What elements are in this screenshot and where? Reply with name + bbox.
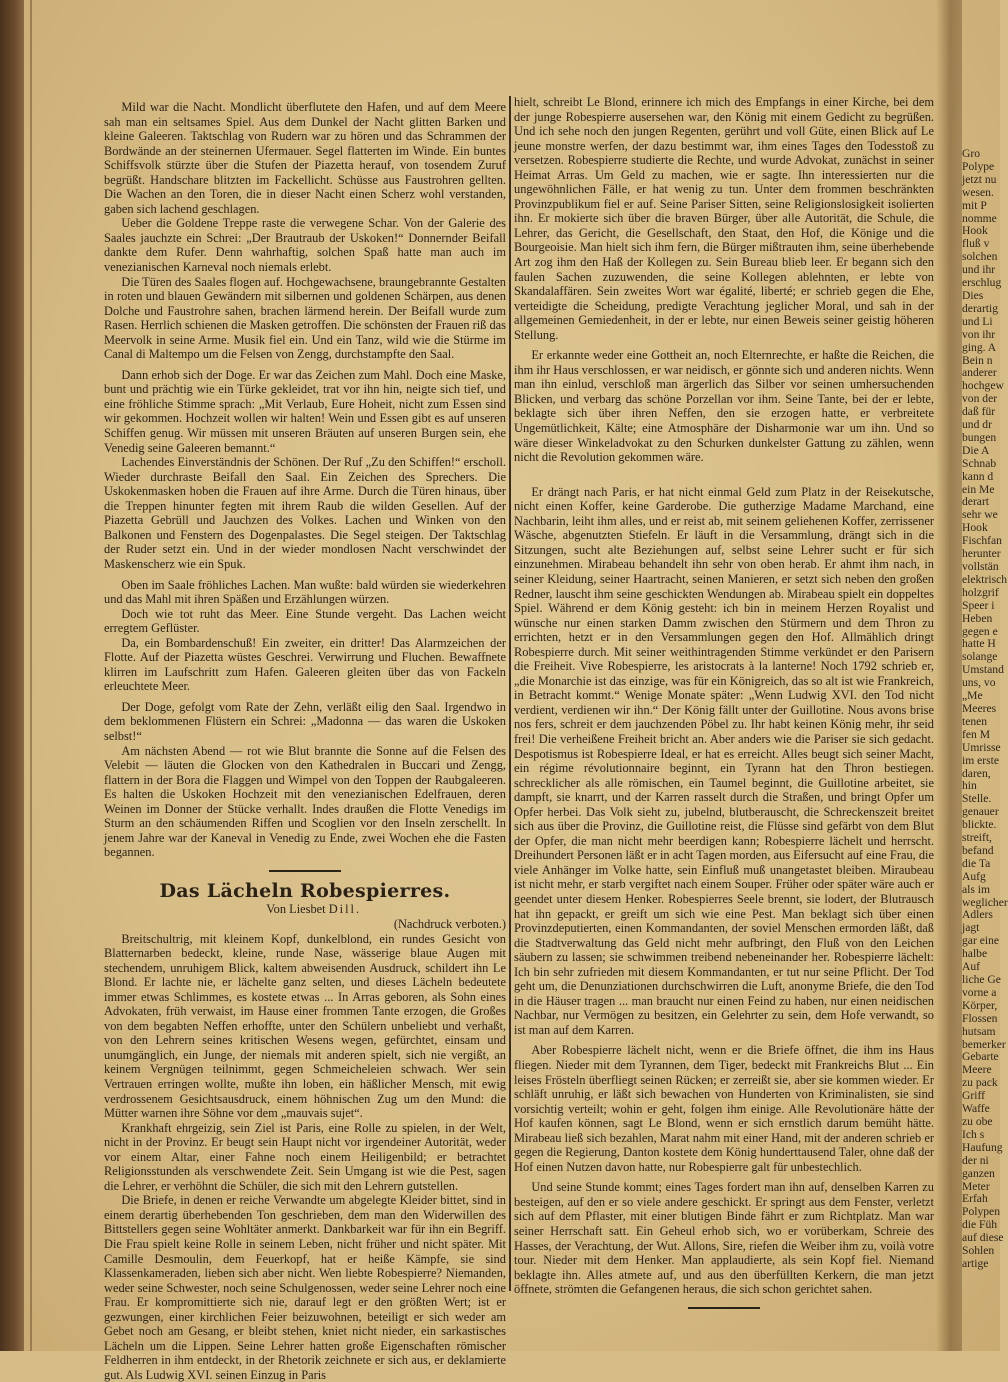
fragment-line: jagt [962,921,980,935]
fragment-line: Meter [962,1179,990,1193]
fragment-line: bungen [962,430,997,444]
fragment-line: streift, [962,831,992,845]
paragraph: Mild war die Nacht. Mondlicht überflutete den Hafen, und auf dem Meere sah man ein seltsames Spiel. Aus dem Dunkel der Nacht glitten Barken und kleine Galeeren. Taktschlag von Rudern war zu hören und das Schrammen der Bordwände an der steinernen Ufermauer. Segel flatterten im Winde. Ein buntes Schiffsvolk stürzte über die Stufen der Piazetta herauf, von tosendem Zuruf begrüßt. Handschare blitzten im Fackellicht. Schüsse aus Faustrohren gellten. Die Wachen an den Toren, die in dieser Nacht einen Scherz wohl verstanden, gaben sich lachend geschlagen. [104,100,506,216]
fragment-line: „Me [962,689,983,703]
fragment-line: hin [962,779,977,793]
article-end-separator [688,1307,760,1309]
paragraph: Der Doge, gefolgt vom Rate der Zehn, verläßt eilig den Saal. Irgendwo in dem beklommenen Flüstern ein Schrei: „Madonna — das waren die Uskoken selbst!“ [104,699,506,743]
fragment-line: hutsam [962,1024,996,1038]
section-separator [269,870,341,872]
paragraph: Die Türen des Saales flogen auf. Hochgewachsene, braungebrannte Gestalten in roten und blauen Gewändern mit silbernen und goldenen Schärpen, aus denen Dolche und Faustrohre sahen, brachen lärmend herein. Der Beifall wurde zum Rasen. Herrlich schienen die Masken getroffen. Die schönsten der Frauen riß das Meervolk in seine Arme. Musik fiel ein. Und ein Tanz, wild wie die Stürme im Canal di Maltempo um die Felsen von Zengg, durchstampfte den Saal. [104,274,506,362]
fragment-line: Aufg [962,869,986,883]
fragment-line: von der [962,392,998,406]
fragment-line: Flossen [962,1011,998,1025]
fragment-line: uns, vo [962,676,996,690]
fragment-line: ein Me [962,482,995,496]
fragment-line: Umrisse [962,740,1001,754]
column-divider [509,96,511,1291]
fragment-line: Waffe [962,1102,990,1116]
fragment-line: anderer [962,366,997,380]
fragment-line: Heben [962,611,993,625]
fragment-line: Bein n [962,353,993,367]
fragment-line: elektrisch [962,572,1008,586]
fragment-line: gar eine [962,934,1000,948]
fragment-line: mit P [962,198,987,212]
fragment-line: Ich s [962,1127,985,1141]
fragment-line: derartig [962,301,999,315]
paragraph: Ueber die Goldene Treppe raste die verwegene Schar. Von der Galerie des Saales jauchzte ein Schrei: „Der Brautraub der Uskoken!“ Donnernder Beifall dankte dem Rufer. Denn wahrhaftig, solchen Spaß hatte man auch im venezianischen Karneval noch niemals erlebt. [104,216,506,275]
fragment-line: vollstän [962,560,999,573]
page-gutter [936,0,962,1351]
article-byline [104,902,506,917]
paragraph: Lachendes Einverständnis der Schönen. Der Ruf „Zu den Schiffen!“ erscholl. Wieder durchraste Beifall den Saal. Ein Zeichen des Sprechers. Die Uskokenmasken hoben die Frauen auf ihre Arme. Durch die Türen hinaus, über die Treppen hinunter fegten mit ihrem Raub die wilden Gesellen. Auf der Piazetta Gebrüll und Jauchzen des Volkes. Lachen und Winken von den Balkonen und Fenstern des Dogenpalastes. Die Segel steigen. Der Taktschlag der Ruder setzt ein. Und in der wieder mondlosen Nacht verschwindet der Maskenscherz wie ein Spuk. [104,455,506,571]
fragment-line: als im [962,882,991,896]
fragment-line: und ihr [962,263,996,277]
fragment-line: weglicher [962,895,1008,909]
fragment-line: Hook [962,224,988,238]
fragment-line: solchen [962,250,998,264]
reprint-notice: (Nachdruck verboten.) [393,916,506,931]
fragment-line: Schnab [962,456,997,470]
fragment-line: daren, [962,766,991,780]
fragment-line: Polypen [962,1205,1001,1219]
fragment-line: fluß v [962,237,990,251]
fragment-line: zu obe [962,1114,993,1128]
fragment-line: Die A [962,443,990,457]
paragraph: Da, ein Bombardenschuß! Ein zweiter, ein dritter! Das Alarmzeichen der Flotte. Auf der Piazetta wüstes Geschrei. Verwirrung und Fluchen. Bewaffnete klirren im Laufschritt zum Hafen. Galeeren gleiten über das von Fackeln erleuchtete Meer. [104,635,506,694]
fragment-line: Griff [962,1089,985,1103]
fragment-line: solange [962,650,998,664]
binding-edge [30,0,32,1351]
paragraph: Breitschultrig, mit kleinem Kopf, dunkelblond, ein rundes Gesicht von Blatternarben bedeckt, kleine, runde Nase, wässerige blaue Augen mit stechendem, unruhigem Blick, kaltem abweisenden Ausdruck, schildert ihn Le Blond. Er lachte nie, er lächelte ganz selten, und dieses Lächeln bedeutete immer etwas Schlimmes, es kostete etwas ... In Arras geboren, als Sohn eines Advokaten, früh verwaist, im Hause einer frommen Tante erzogen, die Großes von dem begabten Neffen erhoffte, unter den Schülern unbeliebt und verhaßt, von den Lehrern seines kritischen Wesens wegen, gefürchtet, einsam und unumgänglich, ein Junge, der niemals mit anderen spielt, sich nie vergißt, an keinem Vergnügen teilnimmt, gegen Schmeicheleien schwach. Wer sein Vertrauen erringen wollte, mußte ihn loben, ein häßlicher Mensch, mit ewig verdrossenem Gesichtsausdruck, einem höhnischen Zug um den Mund: die Mütter warnen ihre Söhne vor dem „mauvais sujet“. [104,931,506,1121]
paragraph: Er erkannte weder eine Gottheit an, noch Elternrechte, er haßte die Reichen, die ihm ihr Haus verschlossen, er war neidisch, er gönnte sich und anderen nichts. Wenn man ihn einlud, verschloß man ärgerlich das Silber vor seinen umhersuchenden Blicken, und verbarg das schöne Porzellan vor ihm. Seine Tante, bei der er lebte, beklagte sich über ihren Neffen, den sie erzogen hatte, er verbreitete Ungemütlichkeit, Kälte; eine Atmosphäre der Disharmonie war um ihn. Und so wäre dieser Winkeladvokat zu den Schurken dunkelster Gattung zu zählen, wenn nicht die Revolution gekommen wäre. [514,348,934,465]
fragment-line: holzgrif [962,585,999,599]
fragment-line: vorne a [962,985,997,999]
fragment-line: blickte. [962,818,997,832]
fragment-line: Haufung [962,1140,1003,1154]
fragment-line: halbe [962,947,988,961]
fragment-line: bemerker [962,1037,1006,1051]
fragment-line: ganzen [962,1166,995,1180]
paragraph: Aber Robespierre lächelt nicht, wenn er die Briefe öffnet, die ihm ins Haus fliegen. Nieder mit dem Tyrannen, dem Tiger, bedeckt mit Frankreichs Blut ... Ein leises Frösteln überfliegt seinen Rücken; er zerreißt sie, aber sie kommen wieder. Er schläft unruhig, er läßt sich bewachen von Hunderten von Kriminalisten, sie sind vorsichtig verteilt; wohin er geht, folgen ihm einige. Alle Revolutionäre hätte der Hof kaufen können, sagt Le Blond, wenn er sich ernstlich darum bemüht hätte. Mirabeau ließ sich bezahlen, Marat nahm mit einer Hand, mit der anderen schrieb er gegen die Regierung, Danton kostete dem König hunderttausend Taler, ohne daß der Hof einen Nutzen davon hatte, nur Robespierre galt für unbestechlich. [514,1043,934,1174]
fragment-line: liche Ge [962,973,1001,986]
article-title: Das Lächeln Robespierres. [159,879,451,902]
fragment-line: der ni [962,1153,989,1167]
fragment-line: wesen. [962,185,994,199]
fragment-line: derart [962,495,990,509]
fragment-line: Stelle. [962,792,992,806]
fragment-line: Gro [962,147,981,160]
adjacent-page-fragment [962,147,1008,1271]
fragment-line: Hook [962,521,988,535]
fragment-line: Körper, [962,998,998,1012]
fragment-line: Meeres [962,701,997,715]
fragment-line: sehr we [962,508,998,522]
fragment-line: Meere [962,1063,992,1077]
paragraph: Er drängt nach Paris, er hat nicht einmal Geld zum Platz in der Reisekutsche, nicht einen Koffer, keine Garderobe. Die gutherzige Madame Marchand, eine Nachbarin, leiht ihm alles, und er reist ab, mit seinem geliehenen Koffer, zerrissener Wäsche, abgenutzten Stiefeln. Er läuft in die Versammlung, drängt sich in die Sitzungen, sucht alte Beziehungen auf, selbst seine Lehrer sucht er für sich einzunehmen. Mirabeau behandelt ihn sehr von oben herab. Er ahmt ihm nach, in seiner Kleidung, seiner Haartracht, seinen Manieren, er setzt sich neben den großen Redner, lauscht ihm seine geschickten Wendungen ab. Mirabeau spielt ein doppeltes Spiel. Während er dem König gesteht: ich bin in meinem Herzen Royalist und wünsche nur einen starken Damm zwischen den Stürmern und dem Thron zu errichten, hetzt er in den Versammlungen gegen den Hof. Allmählich dringt Robespierre durch. Mit seiner weithintragenden Stimme verkündet er den Parisern die Freiheit. Vive Robespierre, les aristocrats à la lanterne! Noch 1792 schrieb er, „die Monarchie ist das einzige, was für ein Königreich, das so alt ist wie Frankreich, in Betracht kommt.“ Wenige Monate später: „Wenn Ludwig XVI. den Tod nicht verdient, verdienen wir ihn.“ Der König fällt unter der Guillotine. Nous avons brise nos fers, schreit er dem jauchzenden Pöbel zu. Ihr habt keinen König mehr, ihr seid frei! Die verheißene Freiheit bricht an. Aber anders wie die Pariser sie sich gedacht. Despotismus ist Robespierre Ideal, er hat es erreicht. Alles beugt sich seiner Macht, ein régime révolutionnaire beginnt, ein Tyrann hat den Thron bestiegen. schrecklicher als alle römischen, ein Taumel beginnt, die Guillotine arbeitet, sie dampft, sie knarrt, und der Karren rasselt durch die Straßen, und bringt Opfer um Opfer herbei. Das Volk sieht zu, jubelnd, blutberauscht, die Schreckenszeit breitet sich aus über die Provinz, die Guillotine reist, die Flüsse sind gefärbt von dem Blut der Opfer, die man nicht mehr beerdigen kann; Robespierre lächelt und herrscht. Dreihundert Personen läßt er in acht Tagen morden, aus Eifersucht auf eine Frau, die viele Anhänger im Volke hatte, sein Einfluß muß unangetastet bleiben. Miraubeau ist nicht mehr, er starb vergiftet nach einem Souper. Früher oder später wäre auch er geendet unter diesem Henker. Robespierres Seele brennt, sie lodert, der Blutrausch hat ihn gepackt, er greift um sich wie eine Pest. Man beklagt sich über einen Provinzdeputierten, einen Kommandanten, der soviel Menschen ermorden läßt, daß die Stadtverwaltung das Geld nicht mehr aufbringt, den Fluß von den Leichen säubern zu lassen; sie schwimmen treibend nebeneinander her. Robespierre lächelt: Ich bin sehr zufrieden mit diesem Kommandanten, er tut nur seine Pflicht. Der Tod geht um, die Denunziationen durchschwirren die Luft, anonyme Briefe, die den Tod in die Häuser tragen ... man braucht nur einen Feind zu haben, nur einen neidischen Nachbar, nur Vermögen zu besitzen, ein Gelehrter zu sein, dem Hofe verwandt, so ist man auf dem Karren. [514,484,934,1037]
fragment-line: gegen e [962,624,998,638]
fragment-line: jetzt nu [962,172,997,186]
fragment-line: und Li [962,314,993,328]
paragraph: hielt, schreibt Le Blond, erinnere ich mich des Empfangs in einer Kirche, bei dem der junge Robespierre ausersehen war, den König mit einem Gedicht zu begrüßen. Und ich sehe noch den jungen Regenten, gerührt und voll Güte, einen Blick auf Le jeune monstre werfen, der dazu bestimmt war, ihm eines Tages den Todesstoß zu versetzen. Robespierre studierte die Rechte, und wurde Advokat, zunächst in seiner Heimat Arras. Um Geld zu machen, wie er sagte. Ihn interessierten nur die ungewöhnlichen Fälle, er hat wenig zu tun. Unter dem frommen beschränkten Provinzpublikum fiel er auf. Seine Pariser Sitten, seine Religionslosigkeit isolierten ihn. Er mokierte sich über die braven Bürger, über alle Autorität, die Schule, die Lehrer, das Gericht, die Gesellschaft, den Staat, den Hof, die Könige und die Bourgeoisie. Man hielt sich ihm fern, die Bürger mißtrauten ihm, seine überhebende Art zog ihm den Haß der Kollegen zu. Sein Bureau blieb leer. Er begann sich den faulen Sachen zuzuwenden, die seine Kollegen ablehnten, er lebte von Skandalaffären. Sein zweites Wort war égalité, liberté; er schrieb gegen die Ehe, verteidigte die Scheidung, predigte Verachtung jeglicher Moral, und sah in der allgemeinen Gemiedenheit, in der er lebte, nur einen Beweis seiner geistig höheren Stellung. [514,95,934,342]
fragment-line: im erste [962,753,1000,767]
fragment-line: Sohlen [962,1244,995,1258]
fragment-line: von ihr [962,327,996,341]
fragment-line: kann d [962,469,994,483]
fragment-line: genauer [962,805,999,819]
fragment-line: tenen [962,714,988,728]
fragment-line: fen M [962,727,991,741]
fragment-line: und dr [962,418,992,432]
paragraph: Am nächsten Abend — rot wie Blut brannte die Sonne auf die Felsen des Velebit — läuten die Glocken von den Kathedralen in Buccari und Zengg, flattern in der Bora die Flaggen und Wimpel von den Toppen der Raubgaleeren. Es halten die Uskoken Hochzeit mit den venezianischen Edelfrauen, deren Weinen im Donner der Stücke verhallt. Indes draußen die Flotte Venedigs im Sturm an den schäumenden Riffen und Scoglien vor den Inseln zerschellt. In jenem Jahre war der Kaneval in Venedig zu Ende, zwei Wochen ehe die Fasten begannen. [104,743,506,860]
fragment-line: die Füh [962,1218,998,1232]
fragment-line: auf diese [962,1231,1004,1245]
author-name: Dill. [328,902,362,917]
right-column [514,95,934,1321]
fragment-line: hatte H [962,637,996,651]
fragment-line: Gebarte [962,1050,999,1064]
fragment-line: Speer i [962,598,995,612]
left-column [104,100,506,1382]
paragraph: Doch wie tot ruht das Meer. Eine Stunde vergeht. Das Lachen weicht erregtem Geflüster. [104,606,506,636]
fragment-line: die Ta [962,856,991,870]
fragment-line: Erfah [962,1192,988,1206]
paragraph: Krankhaft ehrgeizig, sein Ziel ist Paris, eine Rolle zu spielen, in der Welt, nicht in der Provinz. Er beugt sein Haupt nicht vor irgendeiner Autorität, weder vor einem Altar, einer Fahne noch einem Heiligenbild; er betrachtet Religionsstunden als verschwendete Zeit. Sein Umgang ist wie die Pest, sagen die Lehrer, er verhöhnt die Schüler, die sich mit den Lehrern gutstellen. [104,1120,506,1193]
fragment-line: artige [962,1256,989,1270]
fragment-line: zu pack [962,1076,998,1090]
paragraph: Die Briefe, in denen er reiche Verwandte um abgelegte Kleider bittet, sind in einem derartig überhebenden Ton geschrieben, dem man den Widerwillen des Bittstellers gegen seine Wohltäter anmerkt. Dankbarkeit war für ihn ein Begriff. Die Frau spielt keine Rolle in seinem Leben, nicht früher und nicht später. Mit Camille Desmoulin, dem Feuerkopf, hat er heiße Kämpfe, sie sind Klassenkameraden, lieben sich aber nicht. Wen liebte Robespierre? Niemanden, weder seine Schwester, noch seine Schulgenossen, weder seine Lehrer noch eine Frau. Er kompromittierte sich nie, darauf legt er den größten Wert; ist er gezwungen, einer kirchlichen Feier beizuwohnen, beteiligt er sich weder am Gebet noch am Gesang, er bleibt stehen, kniet nicht nieder, ein sarkastisches Lächeln um die Lippen. Seine Lehrer hatten große Eigenschaften römischer Feldherren in ihm entdeckt, in der Rhetorik zeichnete er sich aus, er deklamierte gut. Als Ludwig XVI. seinen Einzug in Paris [104,1193,506,1382]
fragment-line: herunter [962,547,1001,561]
fragment-line: Fischfan [962,534,1002,548]
fragment-line: Polype [962,159,995,173]
fragment-line: Umstand [962,663,1004,677]
fragment-line: befand [962,843,994,857]
fragment-line: Dies [962,288,984,302]
byline-prefix: Von Liesbet [266,902,326,917]
fragment-line: erschlug [962,276,1002,290]
fragment-line: nomme [962,211,997,225]
book-binding [0,0,24,1351]
fragment-line: Adlers [962,908,993,922]
fragment-line: hochgew [962,379,1004,393]
fragment-line: Auf [962,960,981,974]
paragraph: Und seine Stunde kommt; eines Tages fordert man ihn auf, denselben Karren zu besteigen, auf den er so viele andere geschickt. Er springt aus dem Fenster, verletzt sich auf dem Pflaster, mit einer blutigen Binde fährt er zum Richtplatz. Man war seiner Herrschaft satt. Ein Geheul erhob sich, wo er vorüberkam, Schreie des Hasses, der Verachtung, der Wut. Allons, Sire, riefen die Weiber ihm zu, voilà votre tour. Nieder mit dem Henker. Man applaudierte, als sein Kopf fiel. Niemand beklagte ihn. Alles atmete auf, und aus den überfüllten Kerkern, die man jetzt öffnete, strömten die Gefangenen heraus, die sich schon gerichtet sahen. [514,1180,934,1297]
paragraph: Dann erhob sich der Doge. Er war das Zeichen zum Mahl. Doch eine Maske, bunt und prächtig wie ein Türke gekleidet, trat vor ihn hin, neigte sich tief, und eine fröhliche Stimme sprach: „Mit Verlaub, Eure Hoheit, nicht zum Essen sind wir gekommen. Hochzeit wollen wir halten! Wein und Essen gibt es auf unseren Schiffen genug. Wir müssen mit unseren Bräuten auf unseren Burgen sein, ehe Venedig seine Galeeren bemannt.“ [104,367,506,455]
story-ending [104,100,506,860]
fragment-line: daß für [962,405,996,419]
fragment-line: ging. A [962,340,997,354]
paragraph: Oben im Saale fröhliches Lachen. Man wußte: bald würden sie wiederkehren und das Mahl mit ihren Späßen und Erzählungen würzen. [104,577,506,607]
